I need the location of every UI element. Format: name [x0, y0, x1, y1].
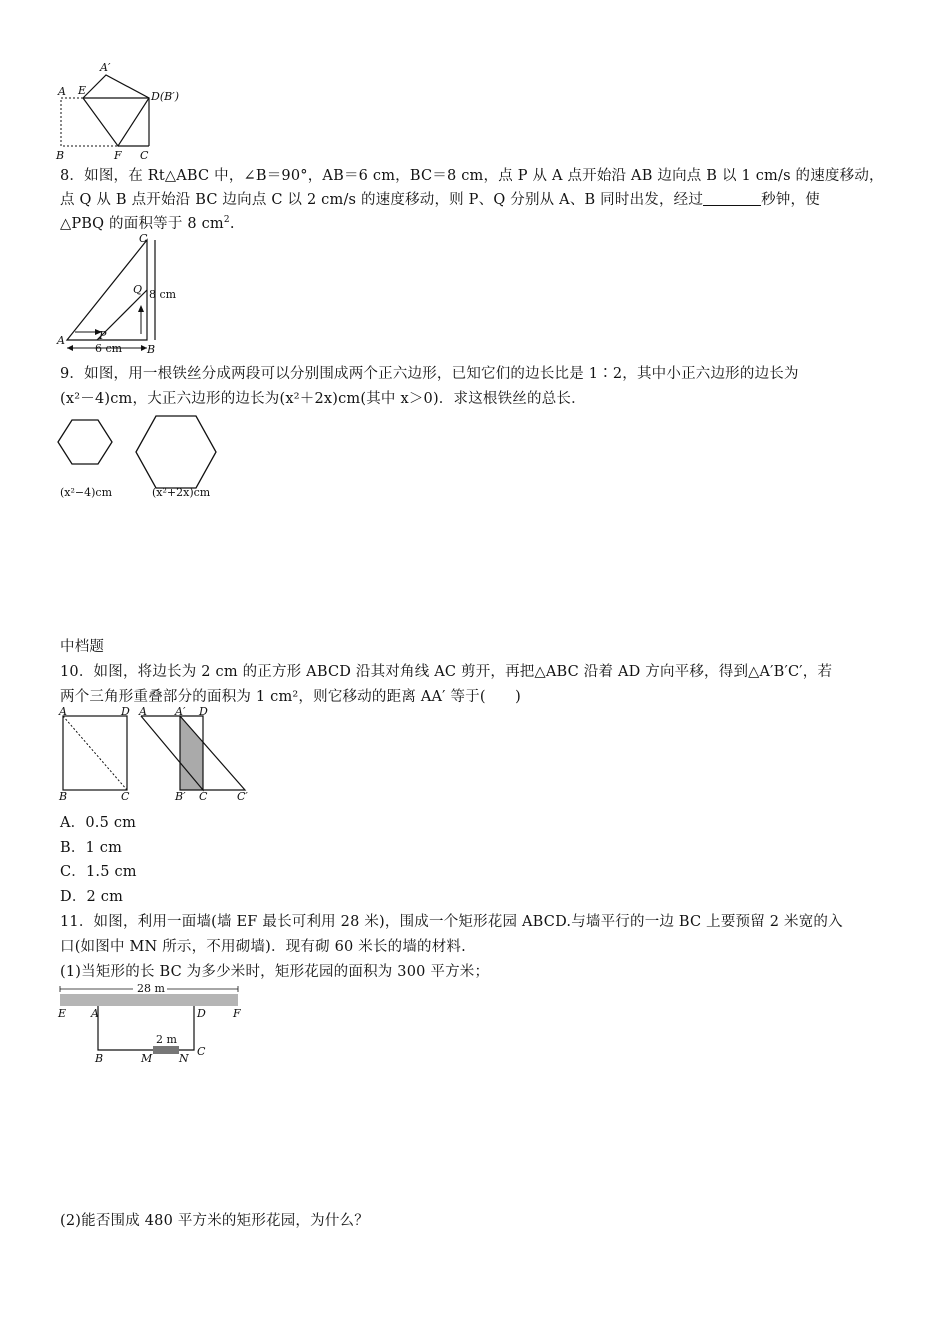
q11-line1: 11．如图，利用一面墙(墙 EF 最长可利用 28 米)，围成一个矩形花园 ABCD.与墙平行的一边 BC 上要预留 2 米宽的入 [60, 914, 843, 930]
q10-line2: 两个三角形重叠部分的面积为 1 cm²，则它移动的距离 AA′ 等于( ) [60, 689, 521, 705]
q10-option-a[interactable]: A．0.5 cm [60, 815, 137, 831]
q10-option-d[interactable]: D．2 cm [60, 889, 124, 905]
large-hexagon-label: (x²+2x)cm [152, 486, 211, 499]
q10-left-a: A [59, 706, 67, 718]
q10-right-c-prime: C′ [237, 790, 248, 801]
q11-label-f: F [233, 1007, 241, 1020]
q11-label-n: N [179, 1052, 189, 1065]
q8-line1: 8．如图，在 Rt△ABC 中，∠B＝90°，AB＝6 cm，BC＝8 cm，点 P 从 A 点开始沿 AB 边向点 B 以 1 cm/s 的速度移动， [60, 168, 884, 184]
label-e: E [78, 84, 87, 97]
q11-label-m: M [141, 1052, 153, 1065]
q8-label-c: C [139, 232, 148, 245]
q8-label-a: A [57, 334, 65, 347]
q10-left-b: B [59, 790, 68, 801]
q10-right-a-prime: A′ [175, 706, 186, 718]
q8-label-b: B [147, 343, 156, 356]
q11-part1: (1)当矩形的长 BC 为多少米时，矩形花园的面积为 300 平方米； [60, 964, 490, 980]
q9-line2: (x²－4)cm，大正六边形的边长为(x²＋2x)cm(其中 x＞0)．求这根铁丝的总长． [60, 391, 586, 407]
q10-translated-figure [135, 706, 260, 801]
q10-left-d: D [121, 706, 130, 718]
q9-line1: 9．如图，用一根铁丝分成两段可以分别围成两个正六边形，已知它们的边长比是 1∶2，其中小正六边形的边长为 [60, 366, 799, 382]
q11-garden-figure [55, 980, 250, 1065]
q10-square-figure [55, 706, 140, 801]
q8-line3-end: . [229, 216, 235, 232]
small-hexagon-label: (x²−4)cm [60, 486, 113, 499]
label-c: C [140, 149, 149, 162]
wall-length: 28 m [137, 982, 165, 995]
q8-line3-sup: 2 [223, 215, 230, 226]
q11-line2: 口(如图中 MN 所示，不用砌墙)．现有砌 60 米长的墙的材料. [60, 939, 466, 955]
section-title: 中档题 [60, 639, 105, 655]
q10-right-a: A [139, 706, 147, 718]
q8-line3-text: △PBQ 的面积等于 8 cm [60, 216, 224, 232]
q11-label-c: C [197, 1045, 206, 1058]
q8-label-p: P [99, 329, 107, 342]
q8-line3 [60, 214, 235, 234]
q10-right-b-prime: B′ [175, 790, 186, 801]
q10-line1: 10．如图，将边长为 2 cm 的正方形 ABCD 沿其对角线 AC 剪开，再把△ABC 沿着 AD 方向平移，得到△A′B′C′，若 [60, 664, 833, 680]
q8-line2 [60, 190, 820, 210]
q11-label-d: D [197, 1007, 206, 1020]
q10-right-d: D [199, 706, 208, 718]
q10-option-c[interactable]: C．1.5 cm [60, 864, 137, 880]
q8-label-q: Q [133, 283, 143, 296]
q8-triangle-figure [55, 232, 190, 357]
q10-right-c: C [199, 790, 208, 801]
hexagons-figure [52, 410, 232, 505]
q11-part2: (2)能否围成 480 平方米的矩形花园，为什么？ [60, 1213, 369, 1229]
q11-label-b: B [95, 1052, 104, 1065]
gate-length: 2 m [156, 1033, 177, 1046]
q8-len-ab: 6 cm [95, 342, 123, 355]
q8-line2-text: 点 Q 从 B 点开始沿 BC 边向点 C 以 2 cm/s 的速度移动，则 P、Q 分别从 A、B 同时出发，经过 [60, 192, 704, 208]
q11-label-a: A [91, 1007, 99, 1020]
q8-line2-end: 秒钟，使 [761, 192, 820, 208]
q10-left-c: C [121, 790, 130, 801]
q10-option-b[interactable]: B．1 cm [60, 840, 123, 856]
q11-label-e: E [58, 1007, 67, 1020]
q8-answer-blank[interactable] [703, 191, 761, 206]
label-f: F [114, 149, 122, 162]
label-d-b-prime: D(B′) [151, 90, 179, 103]
label-a-prime: A′ [100, 61, 111, 74]
fold-figure [50, 58, 200, 164]
q8-len-bc: 8 cm [149, 288, 177, 301]
label-b: B [56, 149, 65, 162]
label-a: A [58, 85, 66, 98]
